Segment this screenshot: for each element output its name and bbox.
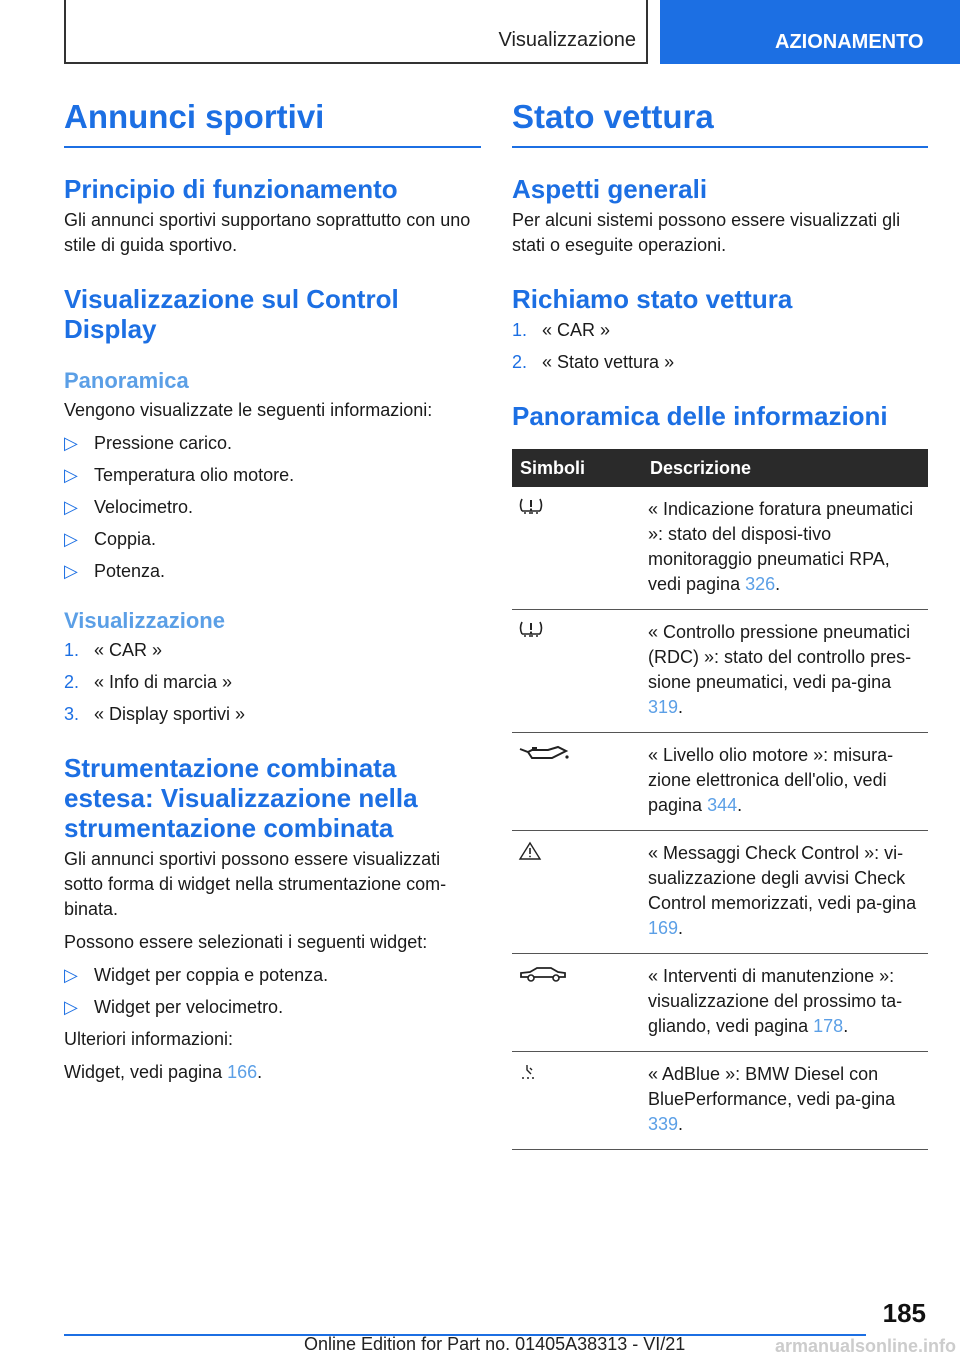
list-item: ▷ Pressione carico. [64, 433, 233, 453]
page-link[interactable]: 178 [813, 1016, 844, 1036]
stato-vettura-title: Stato vettura [512, 98, 928, 148]
list-item: ▷ Coppia. [64, 529, 157, 549]
warning-triangle-icon [518, 841, 542, 861]
principio-text: Gli annunci sportivi supportano soprattutto con uno stile di guida sportivo. [64, 210, 471, 255]
control-display-heading: Visualizzazione sul Control Display [64, 284, 399, 344]
widget-list [64, 963, 481, 1020]
right-column [512, 98, 928, 1150]
visualizzazione-heading: Visualizzazione [64, 608, 225, 633]
header-chapter-title: AZIONAMENTO [775, 31, 924, 53]
list-item: ▷ Temperatura olio motore. [64, 465, 295, 485]
page-link[interactable]: 326 [745, 574, 776, 594]
table-row: « Messaggi Check Control »: vi‐sualizzazione degli avvisi Check Control memorizzati, vedi pa‐gina 169. [512, 831, 928, 954]
panoramica-informazioni-heading: Panoramica delle informazioni [512, 401, 888, 431]
car-service-icon [518, 964, 568, 984]
column-header-descrizione: Descrizione [642, 449, 928, 487]
list-item: ▷ Widget per velocimetro. [64, 997, 284, 1017]
table-row: « Livello olio motore »: misura‐zione elettronica dell'olio, vedi pagina 344. [512, 733, 928, 831]
column-header-simboli: Simboli [512, 449, 642, 487]
header-chapter-box [660, 0, 960, 64]
table-row: « Indicazione foratura pneumatici »: stato del disposi‐tivo monitoraggio pneumatici RPA, vedi pagina 326. [512, 487, 928, 610]
table-row: « Interventi di manutenzione »: visualizzazione del prossimo ta‐gliando, vedi pagina 178. [512, 954, 928, 1052]
step-item: 1. « CAR » [512, 320, 611, 340]
annunci-sportivi-title: Annunci sportivi [64, 98, 481, 148]
aspetti-generali-heading: Aspetti generali [512, 174, 708, 204]
list-item: ▷ Potenza. [64, 561, 166, 581]
step-item: 3. « Display sportivi » [64, 704, 246, 724]
step-item: 2. « Info di marcia » [64, 672, 233, 692]
page-link[interactable]: 339 [648, 1114, 679, 1134]
panoramica-heading: Panoramica [64, 368, 189, 393]
table-row: « AdBlue »: BMW Diesel con BluePerformance, vedi pa‐gina 339. [512, 1052, 928, 1150]
widget-reference: Widget, vedi pagina 166. [64, 1062, 263, 1082]
strumentazione-heading: Strumentazione combinata estesa: Visualizzazione nella strumentazione combinata [64, 753, 418, 843]
watermark: armanualsonline.info [774, 1336, 956, 1356]
left-column [64, 98, 481, 1093]
symbols-table [512, 449, 928, 1150]
widget-intro-text: Possono essere selezionati i seguenti widget: [64, 932, 428, 952]
page-link[interactable]: 166 [227, 1062, 258, 1082]
list-item: ▷ Velocimetro. [64, 497, 194, 517]
tire-pressure-icon [518, 620, 544, 638]
step-item: 1. « CAR » [64, 640, 163, 660]
more-info-label: Ulteriori informazioni: [64, 1029, 234, 1049]
step-item: 2. « Stato vettura » [512, 352, 675, 372]
header-section-title: Visualizzazione [498, 29, 636, 51]
panoramica-text: Vengono visualizzate le seguenti informazioni: [64, 400, 433, 420]
principio-heading: Principio di funzionamento [64, 174, 398, 204]
aspetti-generali-text: Per alcuni sistemi possono essere visualizzati gli stati o eseguite operazioni. [512, 210, 901, 255]
panoramica-list [64, 431, 481, 584]
strumentazione-text: Gli annunci sportivi possono essere visualizzati sotto forma di widget nella strumentazione com‐binata. [64, 849, 447, 919]
adblue-icon [518, 1062, 540, 1082]
page-link[interactable]: 344 [707, 795, 738, 815]
list-item: ▷ Widget per coppia e potenza. [64, 965, 329, 985]
table-row: « Controllo pressione pneumatici (RDC) »: stato del controllo pres‐sione pneumatici, vedi pa‐gina 319. [512, 610, 928, 733]
page-link[interactable]: 319 [648, 697, 679, 717]
oil-can-icon [518, 743, 570, 763]
edition-text: Online Edition for Part no. 01405A38313 - VI/21 [304, 1334, 686, 1354]
visualizzazione-steps [64, 638, 481, 727]
richiamo-steps [512, 318, 928, 375]
page-number: 185 [882, 1298, 926, 1328]
page-link[interactable]: 169 [648, 918, 679, 938]
header-section-box [64, 0, 648, 64]
richiamo-heading: Richiamo stato vettura [512, 284, 793, 314]
tire-warning-icon [518, 497, 544, 515]
